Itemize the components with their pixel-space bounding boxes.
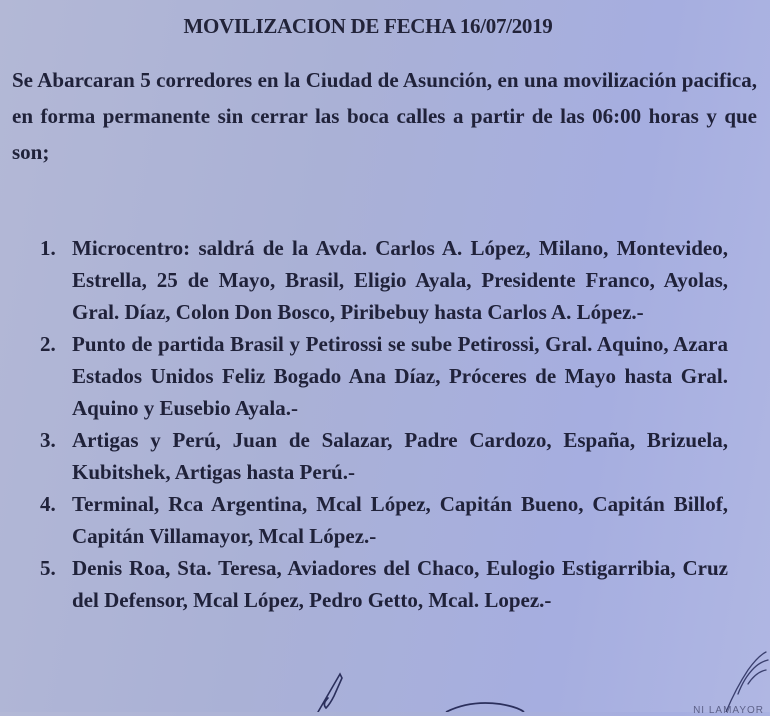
list-item	[0, 424, 728, 488]
signature-left-icon	[300, 668, 380, 712]
list-item-number: 4.	[40, 492, 56, 516]
list-item-text: Microcentro: saldrá de la Avda. Carlos A. López, Milano, Montevideo, Estrella, 25 de Mayo, Brasil, Eligio Ayala, Presidente Franco, Ayolas, Gral. Díaz, Colon Don Bosco, Piribebuy hasta Carlos A. López.-	[72, 236, 728, 324]
list-item-number: 1.	[40, 236, 56, 260]
list-item	[0, 232, 728, 328]
intro-paragraph: Se Abarcaran 5 corredores en la Ciudad de Asunción, en una movilización pacifica, en forma permanente sin cerrar las boca calles a partir de las 06:00 horas y que son;	[12, 68, 757, 164]
stamp-fragment: NI LAMAYOR	[693, 705, 764, 716]
document-title: MOVILIZACION DE FECHA 16/07/2019	[183, 14, 553, 38]
list-item-number: 5.	[40, 556, 56, 580]
corridor-list	[0, 232, 770, 616]
list-item-text: Artigas y Perú, Juan de Salazar, Padre Cardozo, España, Brizuela, Kubitshek, Artigas hasta Perú.-	[72, 428, 728, 484]
signature-stamp-icon	[440, 698, 530, 712]
signature-right-icon	[718, 648, 770, 712]
list-item-text: Denis Roa, Sta. Teresa, Aviadores del Chaco, Eulogio Estigarribia, Cruz del Defensor, Mcal López, Pedro Getto, Mcal. Lopez.-	[72, 556, 728, 612]
list-item	[0, 552, 728, 616]
list-item	[0, 328, 728, 424]
list-item-text: Terminal, Rca Argentina, Mcal López, Capitán Bueno, Capitán Billof, Capitán Villamayor, Mcal López.-	[72, 492, 728, 548]
list-item-text: Punto de partida Brasil y Petirossi se sube Petirossi, Gral. Aquino, Azara Estados Unidos Feliz Bogado Ana Díaz, Próceres de Mayo hasta Gral. Aquino y Eusebio Ayala.-	[72, 332, 728, 420]
list-item-number: 2.	[40, 332, 56, 356]
list-item-number: 3.	[40, 428, 56, 452]
list-item	[0, 488, 728, 552]
